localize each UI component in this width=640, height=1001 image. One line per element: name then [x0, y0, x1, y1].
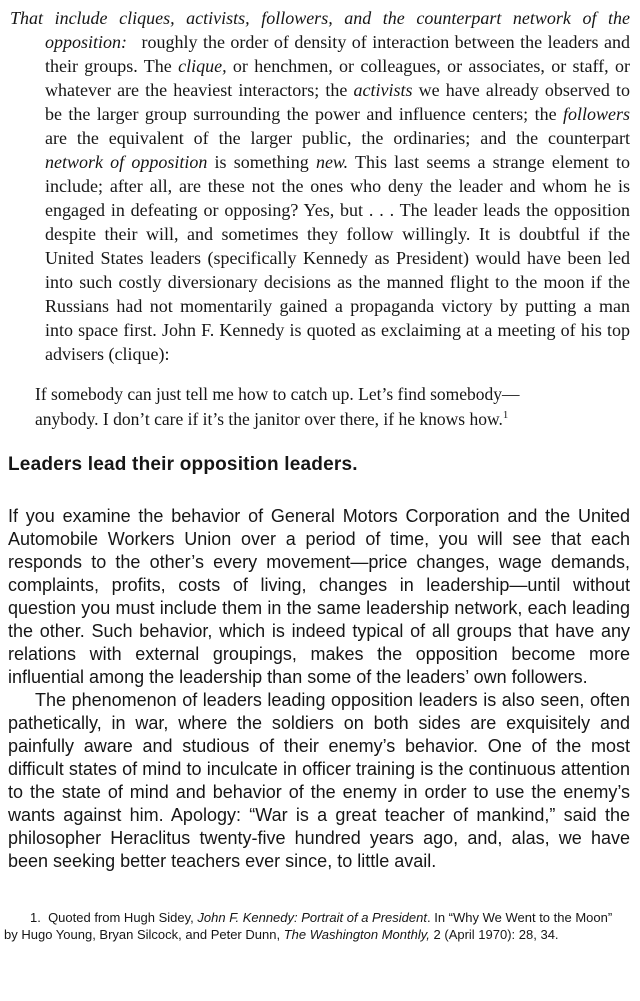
- kennedy-quote: If somebody can just tell me how to catch up. Let’s find somebody— anybody. I don’t care if it’s the janitor over there, if he knows how.$^1$: [35, 384, 520, 429]
- paragraph-gm-uaw: If you examine the behavior of General Motors Corporation and the United Automobile Workers Union over a period of time, you will see that each responds to the other’s every movement—price changes, wage demands, complaints, profits, costs of living, changes in leadership—until without question you must include them in the same leadership network, each leading the other. Such behavior, which is indeed typical of all groups that have any relations with external groupings, makes the opposition become more influential among the leadership than some of the leaders’ own followers.: [8, 506, 630, 687]
- footnote: 1. Quoted from Hugh Sidey, John F. Kennedy: Portrait of a President. In “Why We Went to the Moon” by Hugo Young, Bryan Silcock, and Peter Dunn, The Washington Monthly, 2 (April 1970): 28, 34.: [4, 910, 613, 942]
- lead-paragraph: That include cliques, activists, followers, and the counterpart network of the opposition: roughly the order of density of interaction between the leaders and their groups. The clique, or henchmen, or colleagues, or associates, or staff, or whatever are the heaviest interactors; the activists we have already observed to be the larger group surrounding the power and influence centers; the followers are the equivalent of the larger public, the ordinaries; and the counterpart network of opposition is something new. This last seems a strange element to include; after all, are these not the ones who deny the leader and whom he is engaged in defeating or opposing? Yes, but . . . The leader leads the opposition despite their will, and sometimes they follow willingly. It is doubtful if the United States leaders (specifically Kennedy as President) would have been led into such costly diversionary decisions as the manned flight to the moon if the Russians had not momentarily gained a propaganda victory by putting a man into space first. John F. Kennedy is quoted as exclaiming at a meeting of his top advisers (clique):: [10, 8, 630, 364]
- section-heading: Leaders lead their opposition leaders.: [8, 454, 358, 475]
- paragraph-war: The phenomenon of leaders leading opposition leaders is also seen, often pathetically, in war, where the soldiers on both sides are exquisitely and painfully aware and studious of their enemy’s behavior. One of the most difficult states of mind to inculcate in officer training is the continuous attention to the state of mind and behavior of the enemy in order to use the enemy’s wants against him. Apology: “War is a great teacher of mankind,” said the philosopher Heraclitus twenty-five hundred years ago, and, alas, we have been seeking better teachers ever since, to little avail.: [8, 690, 630, 871]
